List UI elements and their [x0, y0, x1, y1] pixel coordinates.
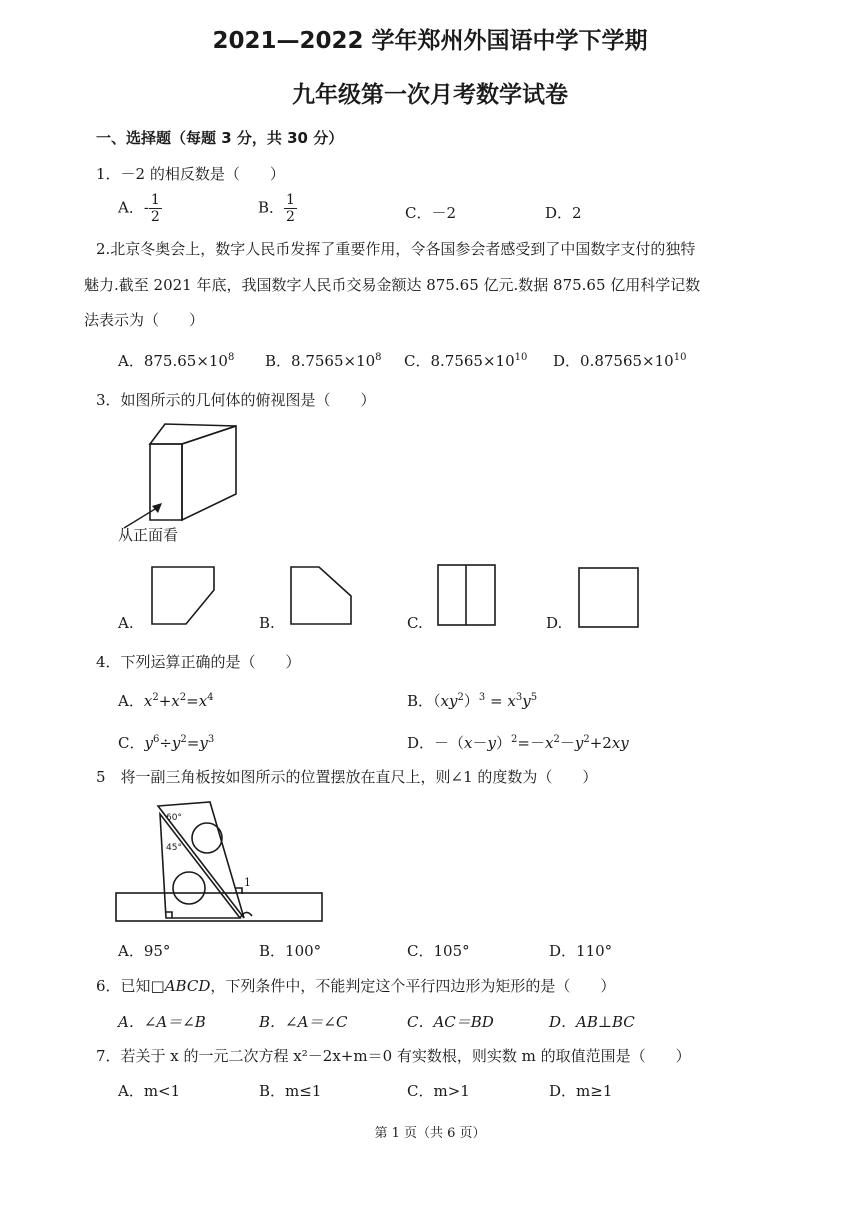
- q7-option-a: A．m<1: [118, 1082, 181, 1100]
- q6-option-c: C．AC＝BD: [407, 1013, 494, 1031]
- q2-stem-line1: 2.北京冬奥会上，数字人民币发挥了重要作用，令各国参会者感受到了中国数字支付的独特: [96, 240, 696, 258]
- page-footer: 第 1 页（共 6 页）: [374, 1126, 486, 1141]
- q4-option-c: C．$y^6\div y^2=y^3$: [118, 734, 215, 752]
- q3-option-b-shape: [289, 566, 353, 628]
- q2-stem-line3: 法表示为（ ）: [84, 311, 205, 329]
- angle-1-label: 1: [244, 876, 251, 889]
- angle-45-label: 45°: [166, 843, 182, 853]
- q6-option-a: A．∠A＝∠B: [118, 1013, 206, 1031]
- q3-figure-caption: 从正面看: [118, 526, 179, 544]
- angle-60-label: 60°: [166, 813, 182, 823]
- q6-stem: 6．已知□ABCD，下列条件中，不能判定这个平行四边形为矩形的是（ ）: [96, 977, 616, 995]
- q1-option-b: B． $\frac{1}{2}$: [258, 192, 295, 226]
- q3-option-d-shape: [578, 567, 640, 629]
- q1-option-a: A．- $\frac{1}{2}$: [118, 192, 160, 226]
- q3-option-a-label: A.: [118, 614, 134, 632]
- q2-stem-line2: 魅力.截至 2021 年底，我国数字人民币交易金额达 875.65 亿元.数据 875.65 亿用科学记数: [84, 276, 701, 294]
- q5-stem: 5 将一副三角板按如图所示的位置摆放在直尺上，则∠1 的度数为（ ）: [96, 768, 598, 786]
- q4-option-b: B．$(xy^2)^3 = x^3y^5$: [407, 692, 538, 710]
- exam-title-line1: 2021—2022 学年郑州外国语中学下学期: [212, 28, 648, 54]
- section-heading: 一、选择题（每题 3 分，共 30 分）: [96, 129, 344, 147]
- q2-option-d: D．$0.87565\times 10^{10}$: [553, 352, 687, 370]
- q1-option-d: D．2: [545, 204, 582, 222]
- q6-option-b: B．∠A＝∠C: [259, 1013, 348, 1031]
- q3-option-d-label: D.: [546, 614, 563, 632]
- q2-option-c: C．$8.7565\times 10^{10}$: [404, 352, 528, 370]
- q3-option-c-shape: [437, 564, 497, 628]
- q2-option-a: A．$875.65\times 10^8$: [118, 352, 235, 370]
- q3-option-a-shape: [150, 566, 216, 628]
- exam-title-line2: 九年级第一次月考数学试卷: [292, 82, 568, 108]
- q5-triangle-ruler-figure: [110, 800, 330, 930]
- q3-option-c-label: C.: [407, 614, 423, 632]
- q7-option-b: B．m≤1: [259, 1082, 322, 1100]
- q5-option-a: A．95°: [118, 942, 171, 960]
- q5-option-b: B．100°: [259, 942, 322, 960]
- q4-option-a: A．$x^2+x^2=x^4$: [118, 692, 214, 710]
- q4-stem: 4．下列运算正确的是（ ）: [96, 653, 301, 671]
- q3-stem: 3．如图所示的几何体的俯视图是（ ）: [96, 391, 376, 409]
- q3-option-b-label: B.: [259, 614, 275, 632]
- q5-option-d: D．110°: [549, 942, 613, 960]
- q2-option-b: B．$8.7565\times 10^8$: [265, 352, 382, 370]
- q7-option-c: C．m>1: [407, 1082, 470, 1100]
- q6-option-d: D．AB⊥BC: [549, 1013, 635, 1031]
- q7-stem: 7．若关于 x 的一元二次方程 x²－2x+m＝0 有实数根，则实数 m 的取值范围是（ ）: [96, 1047, 691, 1065]
- q5-option-c: C．105°: [407, 942, 470, 960]
- q4-option-d: D．$-(x-y)^2=-x^2-y^2+2xy$: [407, 734, 629, 752]
- q3-solid-figure: [110, 420, 250, 530]
- q1-option-c: C．－2: [405, 204, 457, 222]
- q1-stem: 1．－2 的相反数是（ ）: [96, 165, 285, 183]
- q7-option-d: D．m≥1: [549, 1082, 613, 1100]
